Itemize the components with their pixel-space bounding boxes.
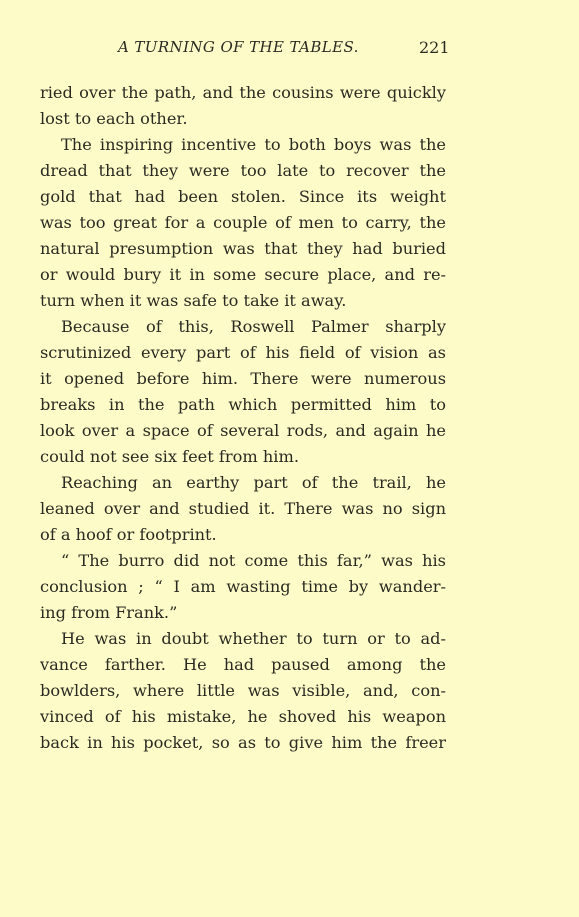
text-line: look over a space of several rods, and again he [40, 421, 446, 440]
text-line: ried over the path, and the cousins were quickly [40, 83, 446, 102]
text-line: ing from Frank.” [40, 603, 178, 622]
text-line: conclusion ; “ I am wasting time by wander- [40, 577, 446, 596]
text-line: bowlders, where little was visible, and, con- [40, 681, 446, 700]
text-line: He was in doubt whether to turn or to ad- [61, 629, 446, 648]
text-line: could not see six feet from him. [40, 447, 299, 466]
text-line: or would bury it in some secure place, and re- [40, 265, 446, 284]
text-line: Reaching an earthy part of the trail, he [61, 473, 446, 492]
text-line: The inspiring incentive to both boys was the [61, 135, 446, 154]
text-line: back in his pocket, so as to give him the freer [40, 733, 446, 752]
text-line: turn when it was safe to take it away. [40, 291, 347, 310]
text-line: was too great for a couple of men to carry, the [40, 213, 446, 232]
text-line: “ The burro did not come this far,” was his [61, 551, 446, 570]
text-line: natural presumption was that they had buried [40, 239, 446, 258]
text-line: leaned over and studied it. There was no sign [40, 499, 446, 518]
page-number: 221 [419, 38, 450, 57]
text-line: of a hoof or footprint. [40, 525, 217, 544]
running-title: A TURNING OF THE TABLES. [118, 38, 359, 56]
text-line: dread that they were too late to recover the [40, 161, 446, 180]
text-line: it opened before him. There were numerous [40, 369, 446, 388]
text-line: gold that had been stolen. Since its weight [40, 187, 446, 206]
body-text [40, 80, 446, 756]
text-line: breaks in the path which permitted him to [40, 395, 446, 414]
text-line: vinced of his mistake, he shoved his weapon [40, 707, 446, 726]
running-head [0, 38, 579, 60]
text-line: vance farther. He had paused among the [40, 655, 446, 674]
text-line: scrutinized every part of his field of vision as [40, 343, 446, 362]
text-line: Because of this, Roswell Palmer sharply [61, 317, 446, 336]
text-line: lost to each other. [40, 109, 188, 128]
